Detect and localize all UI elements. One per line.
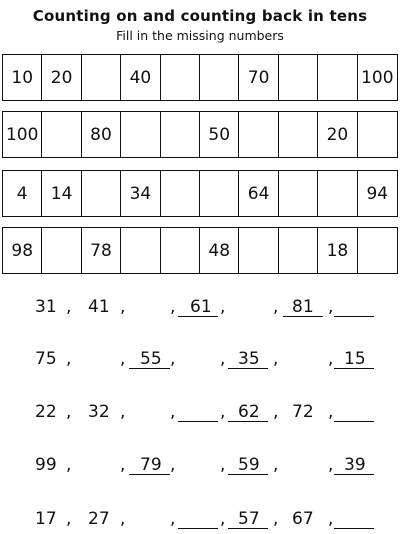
comma-separator: , bbox=[66, 455, 72, 475]
grid-cell: 64 bbox=[239, 171, 278, 216]
comma-separator: , bbox=[220, 455, 226, 475]
grid-cell: 40 bbox=[121, 55, 160, 100]
sequence-number: 22 bbox=[35, 402, 57, 422]
sequence-blank[interactable] bbox=[334, 316, 374, 317]
grid-cell: 50 bbox=[200, 112, 239, 157]
grid-blank-cell[interactable] bbox=[200, 171, 239, 216]
grid-cell: 18 bbox=[318, 228, 357, 273]
grid-blank-cell[interactable] bbox=[42, 112, 81, 157]
grid-blank-cell[interactable] bbox=[279, 55, 318, 100]
comma-separator: , bbox=[170, 349, 176, 369]
sequence-line bbox=[0, 401, 400, 425]
sequence-line bbox=[0, 296, 400, 320]
grid-cell: 70 bbox=[239, 55, 278, 100]
comma-separator: , bbox=[273, 455, 279, 475]
comma-separator: , bbox=[66, 349, 72, 369]
worksheet-title: Counting on and counting back in tens bbox=[32, 7, 368, 25]
sequence-blank[interactable] bbox=[334, 421, 374, 422]
grid-blank-cell[interactable] bbox=[279, 228, 318, 273]
grid-blank-cell[interactable] bbox=[161, 112, 200, 157]
grid-blank-cell[interactable] bbox=[239, 228, 278, 273]
sequence-blank[interactable] bbox=[178, 421, 218, 422]
grid-blank-cell[interactable] bbox=[279, 112, 318, 157]
grid-blank-cell[interactable] bbox=[358, 228, 397, 273]
grid-cell: 34 bbox=[121, 171, 160, 216]
comma-separator: , bbox=[66, 509, 72, 529]
grid-blank-cell[interactable] bbox=[121, 112, 160, 157]
grid-cell: 94 bbox=[366, 183, 389, 204]
grid-cell: 100 bbox=[361, 67, 394, 88]
grid-cell: 48 bbox=[200, 228, 239, 273]
comma-separator: , bbox=[170, 297, 176, 317]
sequence-number: 99 bbox=[35, 455, 57, 475]
comma-separator: , bbox=[328, 509, 334, 529]
sequence-number: 61 bbox=[190, 297, 212, 317]
grid-blank-cell[interactable] bbox=[161, 55, 200, 100]
sequence-number: 17 bbox=[35, 509, 57, 529]
comma-separator: , bbox=[273, 402, 279, 422]
comma-separator: , bbox=[328, 349, 334, 369]
grid-blank-cell[interactable] bbox=[82, 171, 121, 216]
number-grid-row bbox=[2, 227, 398, 274]
comma-separator: , bbox=[120, 402, 126, 422]
grid-cell: 78 bbox=[82, 228, 121, 273]
sequence-number: 81 bbox=[292, 297, 314, 317]
comma-separator: , bbox=[66, 402, 72, 422]
comma-separator: , bbox=[273, 349, 279, 369]
grid-cell: 10 bbox=[3, 55, 42, 100]
comma-separator: , bbox=[120, 455, 126, 475]
grid-blank-cell[interactable] bbox=[239, 112, 278, 157]
grid-blank-cell[interactable] bbox=[82, 55, 121, 100]
sequence-number: 72 bbox=[292, 402, 314, 422]
comma-separator: , bbox=[170, 402, 176, 422]
sequence-number: 27 bbox=[88, 509, 110, 529]
sequence-number: 67 bbox=[292, 509, 314, 529]
comma-separator: , bbox=[120, 297, 126, 317]
sequence-number: 62 bbox=[238, 402, 260, 422]
comma-separator: , bbox=[120, 509, 126, 529]
sequence-number: 31 bbox=[35, 297, 57, 317]
grid-blank-cell[interactable] bbox=[161, 171, 200, 216]
comma-separator: , bbox=[220, 402, 226, 422]
sequence-blank[interactable] bbox=[334, 528, 374, 529]
comma-separator: , bbox=[170, 509, 176, 529]
number-grid-row bbox=[2, 54, 398, 101]
sequence-number: 75 bbox=[35, 349, 57, 369]
grid-blank-cell[interactable] bbox=[318, 171, 357, 216]
sequence-number: 59 bbox=[238, 455, 260, 475]
sequence-number: 57 bbox=[238, 509, 260, 529]
grid-blank-cell[interactable] bbox=[42, 228, 81, 273]
sequence-number: 32 bbox=[88, 402, 110, 422]
sequence-number: 35 bbox=[238, 349, 260, 369]
grid-blank-cell[interactable] bbox=[279, 171, 318, 216]
comma-separator: , bbox=[220, 509, 226, 529]
grid-blank-cell[interactable] bbox=[358, 112, 397, 157]
number-grid-row bbox=[2, 170, 398, 217]
grid-blank-cell[interactable] bbox=[200, 55, 239, 100]
sequence-number: 39 bbox=[344, 455, 366, 475]
worksheet-subtitle: Fill in the missing numbers bbox=[116, 28, 284, 43]
comma-separator: , bbox=[273, 297, 279, 317]
sequence-line bbox=[0, 454, 400, 478]
grid-blank-cell[interactable] bbox=[318, 55, 357, 100]
comma-separator: , bbox=[328, 455, 334, 475]
comma-separator: , bbox=[170, 455, 176, 475]
grid-cell: 20 bbox=[318, 112, 357, 157]
number-grid-row bbox=[2, 111, 398, 158]
grid-cell: 98 bbox=[3, 228, 42, 273]
grid-blank-cell[interactable] bbox=[121, 228, 160, 273]
grid-blank-cell[interactable] bbox=[161, 228, 200, 273]
comma-separator: , bbox=[120, 349, 126, 369]
comma-separator: , bbox=[66, 297, 72, 317]
sequence-blank[interactable] bbox=[178, 528, 218, 529]
sequence-line bbox=[0, 508, 400, 532]
comma-separator: , bbox=[328, 402, 334, 422]
sequence-number: 15 bbox=[344, 349, 366, 369]
sequence-line bbox=[0, 348, 400, 372]
comma-separator: , bbox=[220, 297, 226, 317]
grid-cell: 14 bbox=[42, 171, 81, 216]
comma-separator: , bbox=[328, 297, 334, 317]
comma-separator: , bbox=[273, 509, 279, 529]
grid-cell: 20 bbox=[42, 55, 81, 100]
sequence-number: 79 bbox=[140, 455, 162, 475]
grid-cell: 4 bbox=[3, 171, 42, 216]
sequence-number: 55 bbox=[140, 349, 162, 369]
sequence-number: 41 bbox=[88, 297, 110, 317]
grid-cell: 100 bbox=[3, 112, 42, 157]
comma-separator: , bbox=[220, 349, 226, 369]
grid-cell: 80 bbox=[82, 112, 121, 157]
